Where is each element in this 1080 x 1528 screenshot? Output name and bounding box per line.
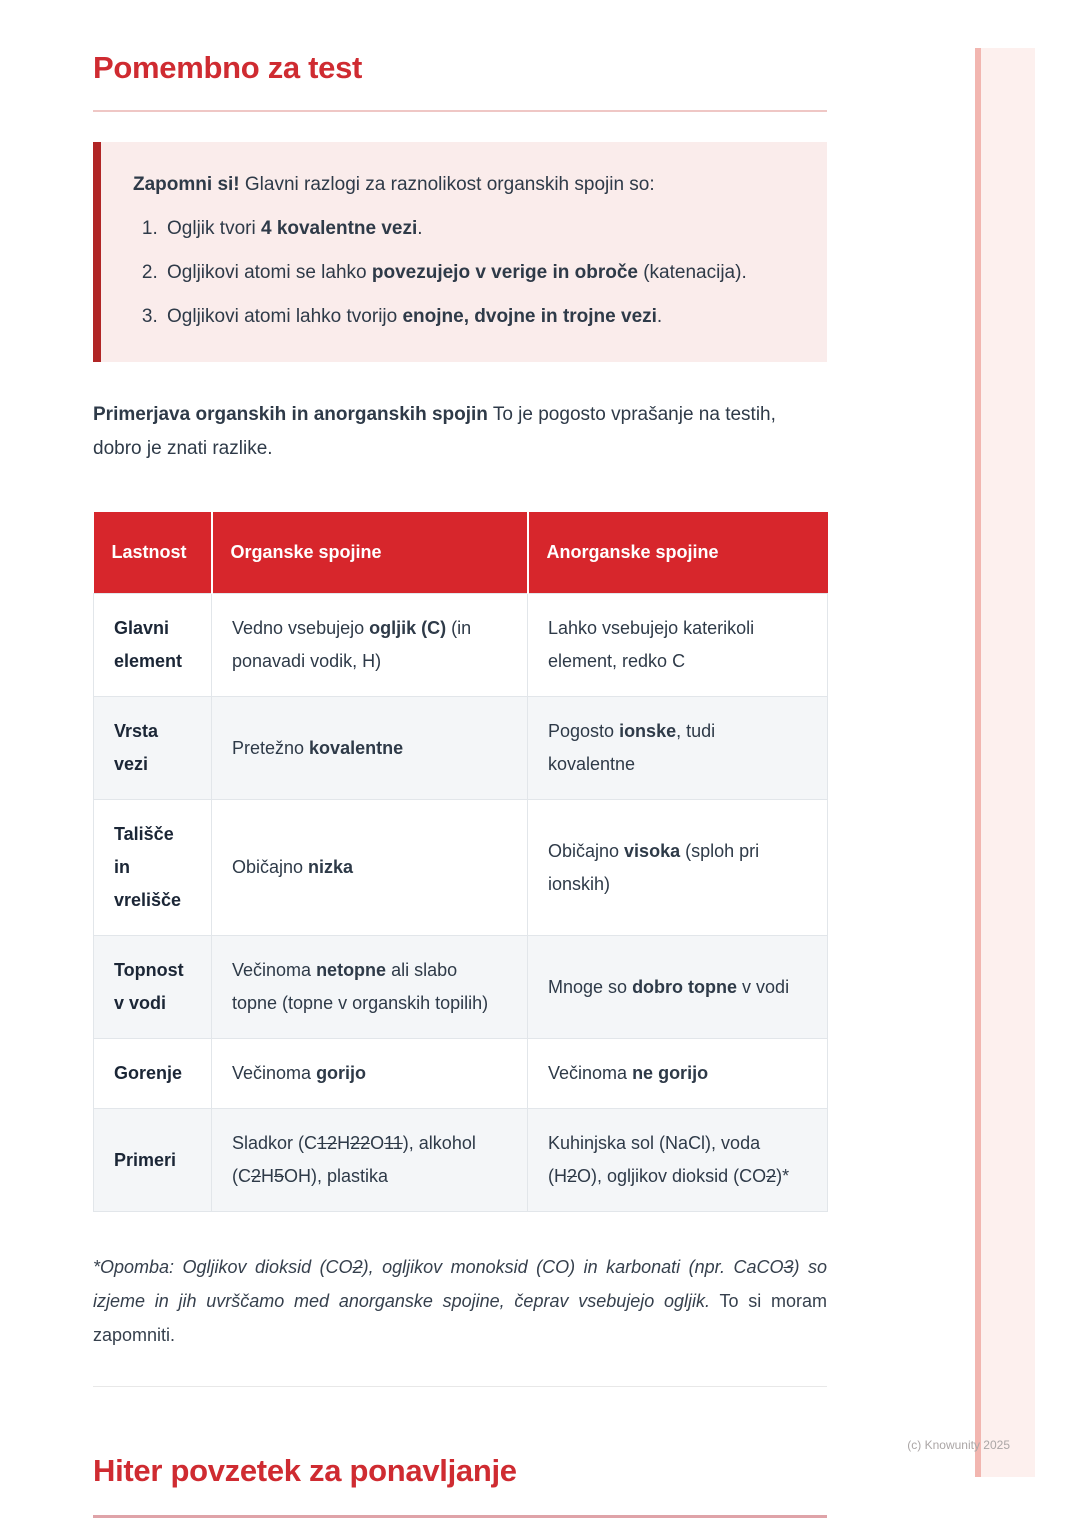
inorganic-cell: Mnoge so dobro topne v vodi [528, 936, 828, 1039]
callout-list [133, 212, 797, 334]
organic-cell: Sladkor (C12H22O11), alkohol (C2H5OH), plastika [212, 1109, 528, 1212]
inorganic-cell: Pogosto ionske, tudi kovalentne [528, 697, 828, 800]
page-title: Pomembno za test [93, 50, 363, 85]
organic-cell: Vedno vsebujejo ogljik (C) (in ponavadi vodik, H) [212, 594, 528, 697]
row-label-cell: Topnost v vodi [94, 936, 212, 1039]
table-row [94, 594, 828, 697]
section-divider [93, 1386, 827, 1387]
organic-cell: Običajno nizka [212, 800, 528, 936]
table-row [94, 697, 828, 800]
column-header-lastnost: Lastnost [94, 512, 212, 594]
copyright-note: (c) Knowunity 2025 [907, 1438, 1010, 1452]
callout-list-item: 3. Ogljikovi atomi lahko tvorijo enojne, dvojne in trojne vezi. [163, 300, 797, 334]
callout-intro: Zapomni si! Glavni razlogi za raznolikost organskih spojin so: [133, 174, 655, 195]
inorganic-cell: Večinoma ne gorijo [528, 1039, 828, 1109]
table-row [94, 1109, 828, 1212]
page-edge-decoration [975, 48, 1035, 1477]
organic-cell: Večinoma netopne ali slabo topne (topne v organskih topilih) [212, 936, 528, 1039]
row-label-cell: Tališče in vrelišče [94, 800, 212, 936]
table-row [94, 800, 828, 936]
column-header-anorganske: Anorganske spojine [528, 512, 828, 594]
callout-list-item: 2. Ogljikovi atomi se lahko povezujejo v verige in obroče (katenacija). [163, 256, 797, 290]
footnote: *Opomba: Ogljikov dioksid (CO2), ogljikov monoksid (CO) in karbonati (npr. CaCO3) so izjeme in jih uvrščamo med anorganske spojine, čeprav vsebujejo ogljik. To si moram zapomniti. [93, 1257, 827, 1345]
organic-cell: Pretežno kovalentne [212, 697, 528, 800]
table-header-row [94, 512, 828, 594]
content-column [93, 0, 827, 1518]
inorganic-cell: Kuhinjska sol (NaCl), voda (H2O), ogljikov dioksid (CO2)* [528, 1109, 828, 1212]
row-label-cell: Vrsta vezi [94, 697, 212, 800]
inorganic-cell: Običajno visoka (sploh pri ionskih) [528, 800, 828, 936]
section-title-summary: Hiter povzetek za ponavljanje [93, 1453, 517, 1488]
remember-callout [93, 142, 827, 362]
title-rule [93, 110, 827, 112]
comparison-table [93, 512, 828, 1212]
callout-list-item: 1. Ogljik tvori 4 kovalentne vezi. [163, 212, 797, 246]
section-title-rule [93, 1515, 827, 1518]
organic-cell: Večinoma gorijo [212, 1039, 528, 1109]
table-row [94, 936, 828, 1039]
table-row [94, 1039, 828, 1109]
lead-paragraph: Primerjava organskih in anorganskih spojin To je pogosto vprašanje na testih, dobro je znati razlike. [93, 404, 776, 459]
row-label-cell: Glavni element [94, 594, 212, 697]
row-label-cell: Gorenje [94, 1039, 212, 1109]
inorganic-cell: Lahko vsebujejo katerikoli element, redko C [528, 594, 828, 697]
column-header-organske: Organske spojine [212, 512, 528, 594]
row-label-cell: Primeri [94, 1109, 212, 1212]
